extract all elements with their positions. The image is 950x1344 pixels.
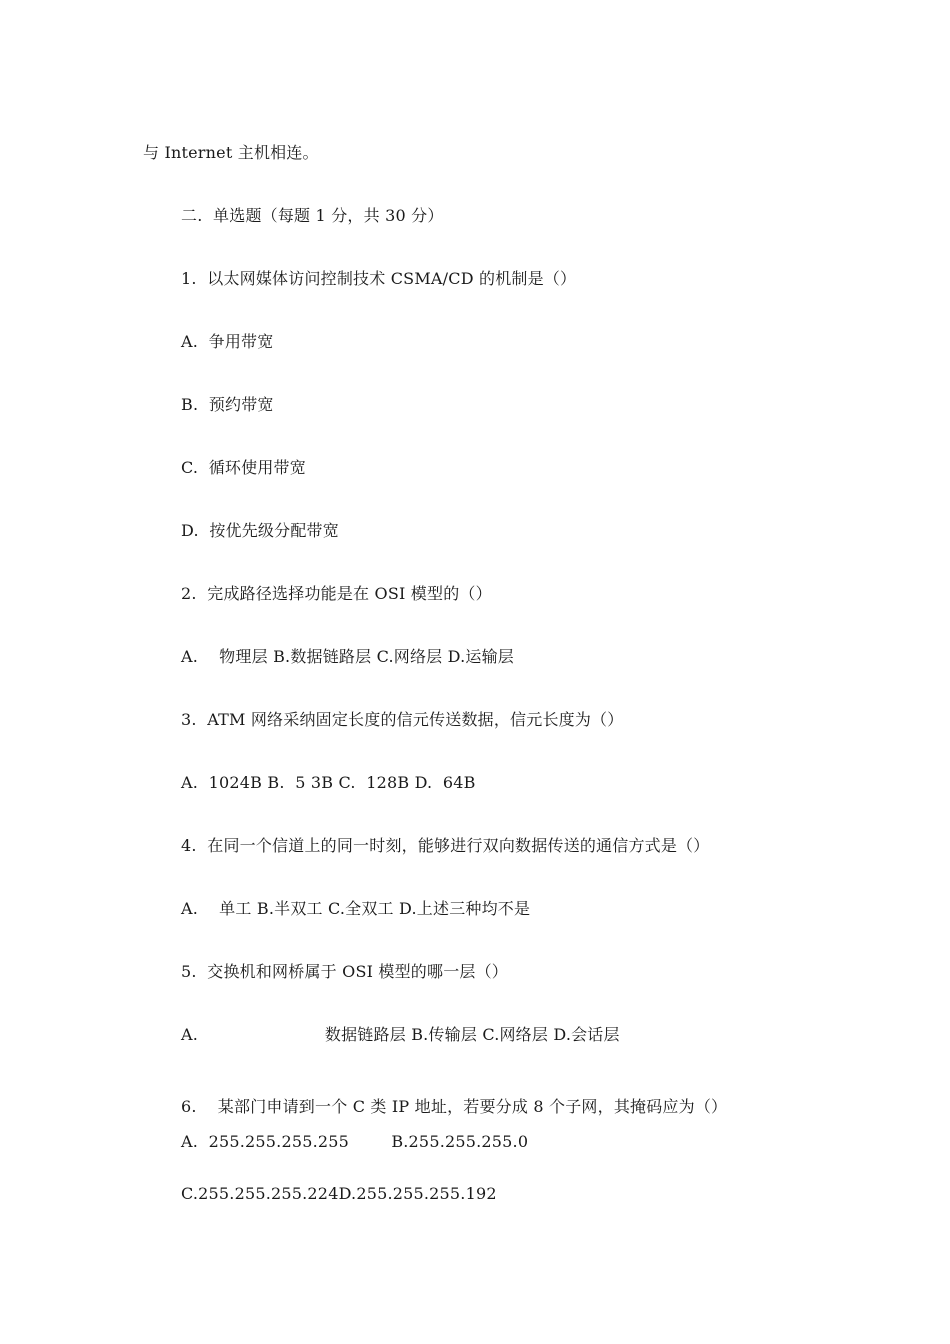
question-4-options: A. 单工 B.半双工 C.全双工 D.上述三种均不是 [181,899,531,918]
question-5-stem: 5. 交换机和网桥属于 OSI 模型的哪一层（） [181,962,509,981]
question-2-options: A. 物理层 B.数据链路层 C.网络层 D.运输层 [181,647,514,666]
question-6-options-cd: C.255.255.255.224D.255.255.255.192 [181,1184,497,1203]
question-3-options: A. 1024B B. 5 3B C. 128B D. 64B [181,773,476,792]
question-3-stem: 3. ATM 网络采纳固定长度的信元传送数据，信元长度为（） [181,710,624,729]
question-2-stem: 2. 完成路径选择功能是在 OSI 模型的（） [181,584,492,603]
question-1-option-c: C. 循环使用带宽 [181,458,306,477]
question-1-stem: 1. 以太网媒体访问控制技术 CSMA/CD 的机制是（） [181,269,577,288]
section-heading: 二. 单选题（每题 1 分，共 30 分） [181,206,444,225]
question-1-option-b: B. 预约带宽 [181,395,274,414]
question-1-option-a: A. 争用带宽 [181,332,274,351]
question-5-options: A. 数据链路层 B.传输层 C.网络层 D.会话层 [181,1025,620,1044]
question-4-stem: 4. 在同一个信道上的同一时刻，能够进行双向数据传送的通信方式是（） [181,836,710,855]
continuation-text: 与 Internet 主机相连。 [143,143,319,162]
question-1-option-d: D. 按优先级分配带宽 [181,521,339,540]
question-6-stem: 6. 某部门申请到一个 C 类 IP 地址，若要分成 8 个子网，其掩码应为（） [181,1097,728,1116]
question-6-options-ab: A. 255.255.255.255 B.255.255.255.0 [181,1132,529,1151]
